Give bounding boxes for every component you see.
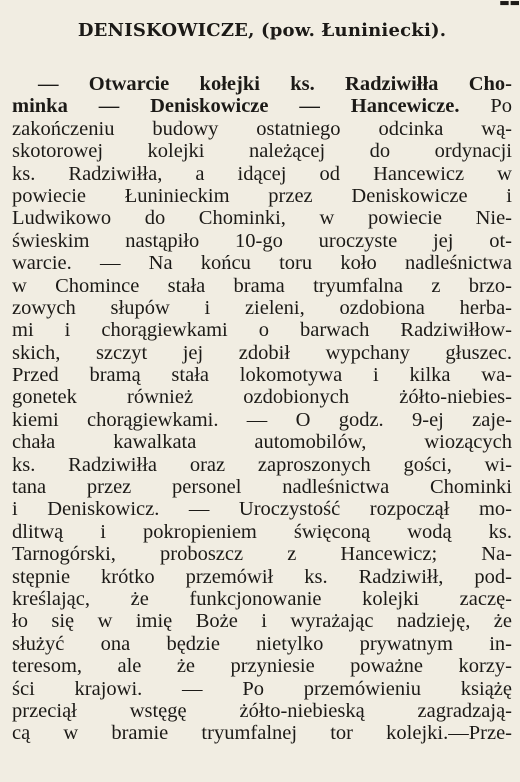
article-line: — Otwarcie kołejki ks. Radziwiłła Cho- [38, 73, 512, 95]
article-line: ści krajowi. — Po przemówieniu książę [12, 677, 512, 700]
article-line: w Chomince stała brama tryumfalna z brzo- [12, 274, 512, 297]
article-line: Ludwikowo do Chominki, w powiecie Nie- [12, 207, 512, 230]
article-line: dlitwą i pokropieniem święconą wodą ks. [12, 520, 512, 543]
article-line: kiemi chorągiewkami. — O godz. 9-ej zaje- [12, 408, 512, 431]
article-line-bold-segment: minka — Deniskowicze — Hancewicze. [12, 95, 460, 118]
article-line: kreślając, że funkcjonowanie kolejki zaczę- [12, 587, 512, 610]
article-line: przeciął wstęgę żółto-niebieską zagradzają- [12, 699, 512, 722]
article-line: powiecie Łuninieckim przez Deniskowicze i [12, 184, 512, 207]
article-headline: DENISKOWICZE, (pow. Łuniniecki). [77, 20, 447, 41]
article-line: warcie. — Na końcu toru koło nadleśnictwa [12, 252, 512, 275]
article-line: ło się w imię Boże i wyrażając nadzieję, że [12, 610, 512, 633]
article-line: teresom, ale że przyniesie poważne korzy- [12, 655, 512, 678]
article-line-mixed [12, 95, 512, 117]
article-line: skotorowej kolejki należącej do ordynacji [12, 140, 512, 163]
torn-corner-mark: ▬▬ [499, 0, 520, 9]
article-line: świeskim nastąpiło 10-go uroczyste jej ot- [12, 229, 512, 252]
article-line: ks. Radziwiłła, a idącej od Hancewicz w [12, 162, 512, 185]
article-line: mi i chorągiewkami o barwach Radziwiłłow- [12, 319, 512, 342]
article-body [12, 73, 512, 745]
article-line: ks. Radziwiłła oraz zaproszonych gości, wi- [12, 453, 512, 476]
article-line: skich, szczyt jej zdobił wypchany głuszec. [12, 341, 512, 364]
article-line: gonetek również ozdobionych żółto-niebies- [12, 386, 512, 409]
article-line: cą w bramie tryumfalnej tor kolejki.—Prze- [12, 722, 512, 745]
article-line: stępnie krótko przemówił ks. Radziwiłł, pod- [12, 565, 512, 588]
article-line: chała kawalkata automobilów, wiozących [12, 431, 512, 454]
article-line: zakończeniu budowy ostatniego odcinka wą- [12, 117, 512, 140]
article-line: i Deniskowicz. — Uroczystość rozpoczął mo- [12, 498, 512, 521]
article-line: tana przez personel nadleśnictwa Chominki [12, 476, 512, 499]
article-line-normal-segment: Po [490, 95, 512, 118]
article-line: Przed bramą stała lokomotywa i kilka wa- [12, 364, 512, 387]
article-line: Tarnogórski, proboszcz z Hancewicz; Na- [12, 543, 512, 566]
article-line: zowych słupów i zieleni, ozdobiona herba- [12, 296, 512, 319]
article-line: służyć ona będzie nietylko prywatnym in- [12, 632, 512, 655]
